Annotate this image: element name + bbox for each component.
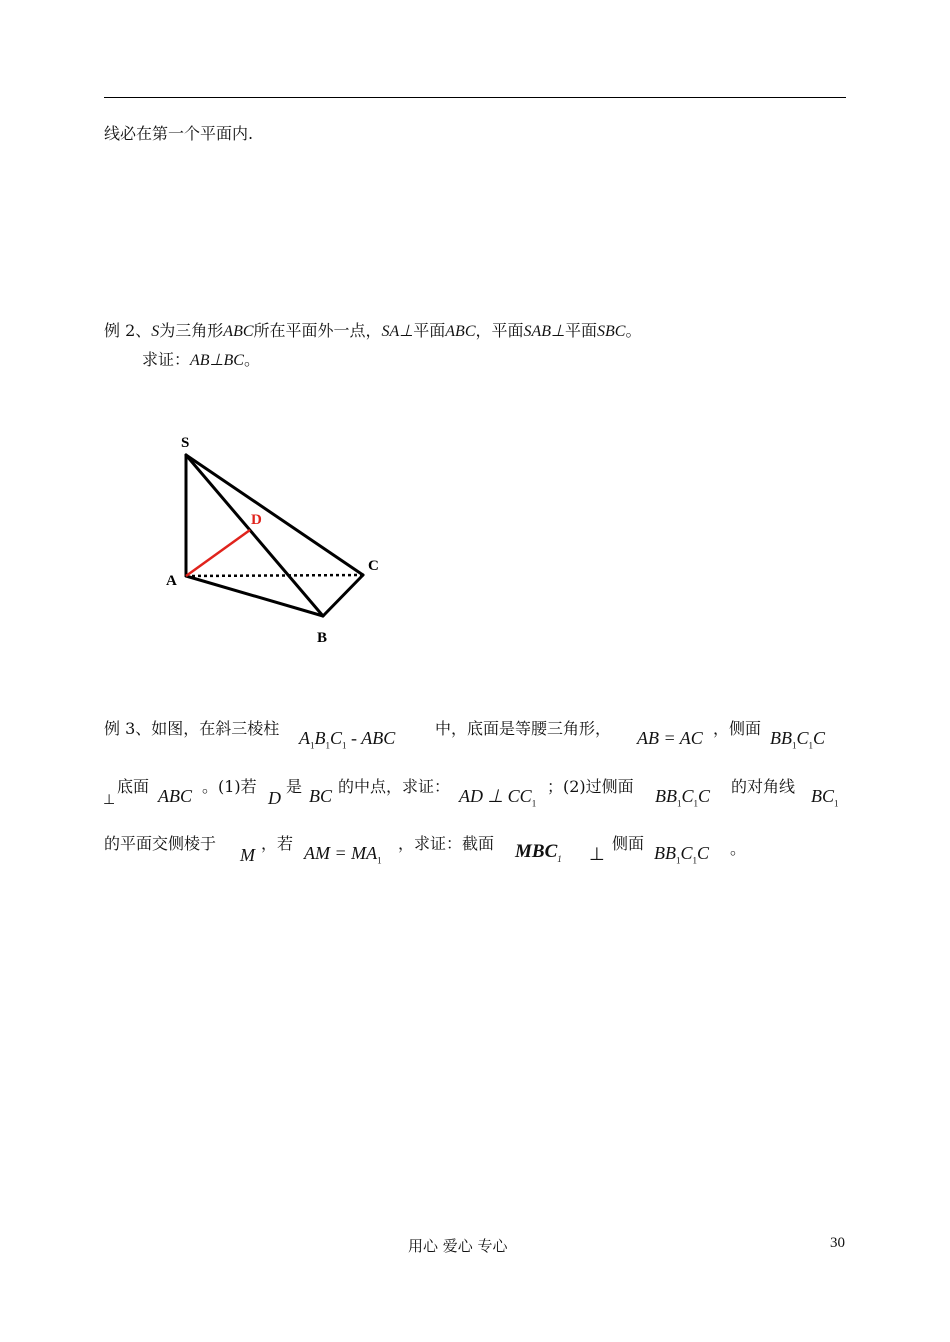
ex3-mbc1: $MBC_1$ [515,841,562,864]
label-s: S [181,435,190,451]
ex3-bc1: $BC_1$ [811,786,839,809]
ex3-d: D [268,788,281,808]
edge-bc [323,575,363,616]
ex3-am-eq-ma1: AM = $MA_1$ [304,843,382,866]
example2-statement: 例 2、S为三角形ABC所在平面外一点，SA⊥平面ABC，平面SAB⊥平面SBC。 [104,321,642,340]
edge-ac-dotted [186,575,363,576]
ex3-text-4: 底面 [117,777,150,796]
ex3-text-12: ，求证：截面 [398,834,495,853]
ex3-text-14: 。 [730,839,747,858]
label-b: B [317,630,328,646]
ex3-text-11: ，若 [261,834,294,853]
footer-motto: 用心 爱心 专心 [408,1237,508,1255]
label-d: D [251,512,262,528]
segment-ad [186,530,250,576]
ex3-text-5: 。(1)若 [202,777,257,796]
ex3-text-6: 是 [286,777,303,796]
ex3-text-2: 中，底面是等腰三角形， [435,719,612,738]
page-number: 30 [830,1235,845,1251]
example2-proof: 求证：AB⊥BC。 [142,350,260,369]
ex3-ab-eq-ac: AB = AC [637,728,703,748]
ex3-prism-notation: $A_1B_1C_1$ - ABC [299,728,396,751]
ex3-text-1: 例 3、如图，在斜三棱柱 [104,719,280,738]
ex3-text-13: 侧面 [612,834,645,853]
ex3-perp-2: ⊥ [589,844,605,864]
edge-ab [186,576,323,616]
label-c: C [368,558,379,574]
ex3-text-9: 的对角线 [731,777,796,796]
ex3-text-10: 的平面交侧棱于 [104,834,217,853]
ex3-ad-perp-cc1: AD ⊥ $CC_1$ [459,786,537,809]
ex3-text-7: 的中点，求证： [338,777,451,796]
ex3-text-8: ；(2)过侧面 [547,777,634,796]
ex3-bb1c1c-1: $BB_1C_1C$ [770,728,826,751]
ex3-bc: BC [309,786,333,806]
continuation-line: 线必在第一个平面内. [104,124,254,143]
ex3-text-3: ，侧面 [713,719,762,738]
ex3-m: M [240,845,255,865]
ex3-bb1c1c-3: $BB_1C_1C$ [654,843,710,866]
ex3-bb1c1c-2: $BB_1C_1C$ [655,786,711,809]
label-a: A [166,573,177,589]
header-rule [104,97,846,98]
pyramid-figure [155,425,395,655]
ex3-abc: ABC [158,786,192,806]
ex3-perp-symbol: ⊥ [103,793,116,808]
